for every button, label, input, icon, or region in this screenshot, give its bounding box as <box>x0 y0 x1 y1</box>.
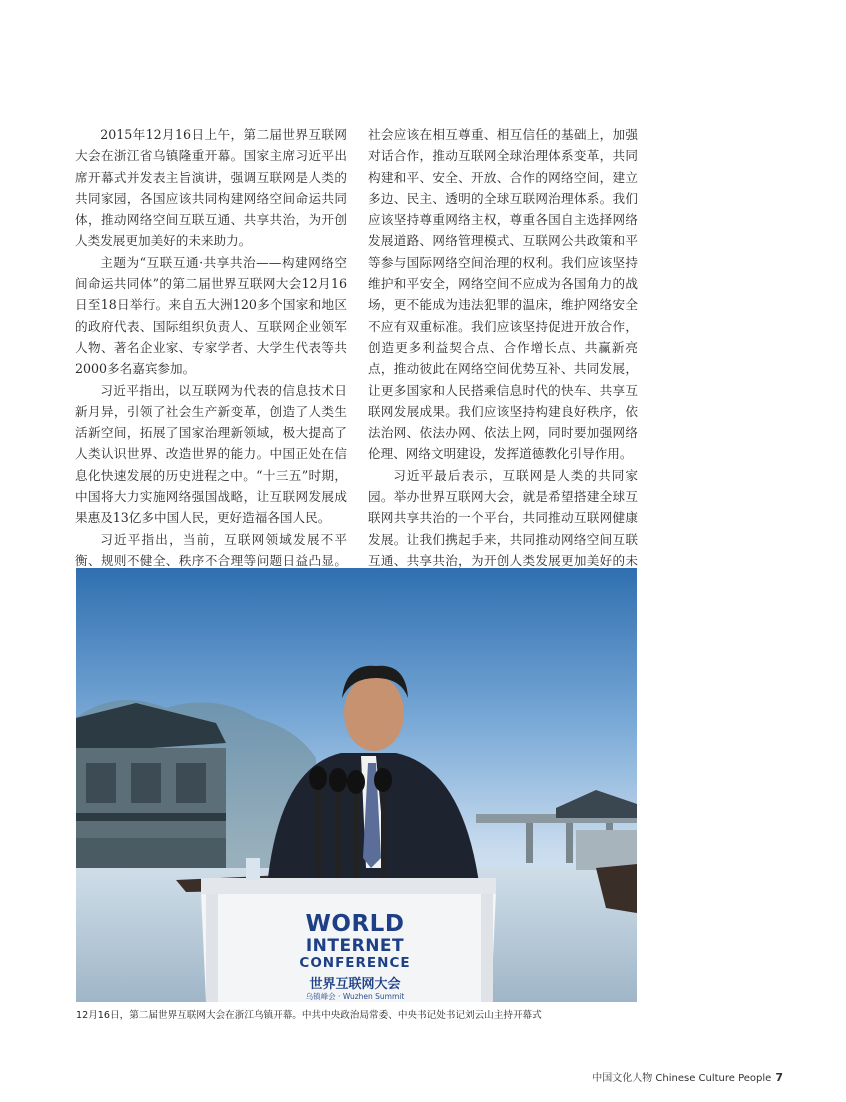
podium-logo-line: 世界互联网大会 <box>309 977 401 992</box>
article-right-column <box>368 124 638 593</box>
podium-logo-line: 乌镇峰会 · Wuzhen Summit <box>305 992 405 1001</box>
magazine-name: 中国文化人物 Chinese Culture People <box>592 1073 772 1084</box>
paragraph-continued: 社会应该在相互尊重、相互信任的基础上，加强对话合作，推动互联网全球治理体系变革，共同构建和平、安全、开放、合作的网络空间，建立多边、民主、透明的全球互联网治理体系。我们应该坚持尊重网络主权，尊重各国自主选择网络发展道路、网络管理模式、互联网公共政策和平等参与国际网络空间治理的权利。我们应该坚持维护和平安全，网络空间不应成为各国角力的战场，更不能成为违法犯罪的温床，维护网络安全不应有双重标准。我们应该坚持促进开放合作，创造更多利益契合点、合作增长点、共赢新亮点，推动彼此在网络空间优势互补、共同发展，让更多国家和人民搭乘信息时代的快车、共享互联网发展成果。我们应该坚持构建良好秩序，依法治网、依法办网、依法上网，同时要加强网络伦理、网络文明建设，发挥道德教化引导作用。 <box>368 127 638 462</box>
podium-logo-line: CONFERENCE <box>299 955 411 971</box>
paragraph: 习近平最后表示，互联网是人类的共同家园。举办世界互联网大会，就是希望搭建全球互联网共享共治的一个平台，共同推动互联网健康发展。让我们携起手来，共同推动网络空间互联互通、共享共治，为开创人类发展更加美好的未 <box>368 467 638 568</box>
podium-logo-line: WORLD <box>305 911 405 937</box>
page-number: 7 <box>775 1071 783 1084</box>
paragraph: 习近平指出，以互联网为代表的信息技术日新月异，引领了社会生产新变革，创造了人类生活新空间，拓展了国家治理新领域，极大提高了人类认识世界、改造世界的能力。中国正处在信息化快速发展的历史进程之中。“十三五”时期，中国将大力实施网络强国战略，让互联网发展成果惠及13亿多中国人民，更好造福各国人民。 <box>75 382 347 526</box>
paragraph: 习近平指出，当前，互联网领域发展不平衡、规则不健全、秩序不合理等问题日益凸显。 <box>75 531 347 568</box>
photo-caption: 12月16日，第二届世界互联网大会在浙江乌镇开幕。中共中央政治局常委、中央书记处书记刘云山主持开幕式 <box>76 1010 542 1021</box>
article-left-column <box>75 124 347 593</box>
podium-logo-line: INTERNET <box>305 936 405 956</box>
paragraph: 主题为“互联互通·共享共治——构建网络空间命运共同体”的第二届世界互联网大会12月16日至18日举行。来自五大洲120多个国家和地区的政府代表、国际组织负责人、互联网企业领军人物、著名企业家、专家学者、大学生代表等共2000多名嘉宾参加。 <box>75 254 347 377</box>
conference-photo <box>76 568 637 1002</box>
paragraph: 2015年12月16日上午，第二届世界互联网大会在浙江省乌镇隆重开幕。国家主席习近平出席开幕式并发表主旨演讲，强调互联网是人类的共同家园，各国应该共同构建网络空间命运共同体，推动网络空间互联互通、共享共治，为开创人类发展更加美好的未来助力。 <box>75 127 347 249</box>
page-footer <box>592 1069 783 1084</box>
